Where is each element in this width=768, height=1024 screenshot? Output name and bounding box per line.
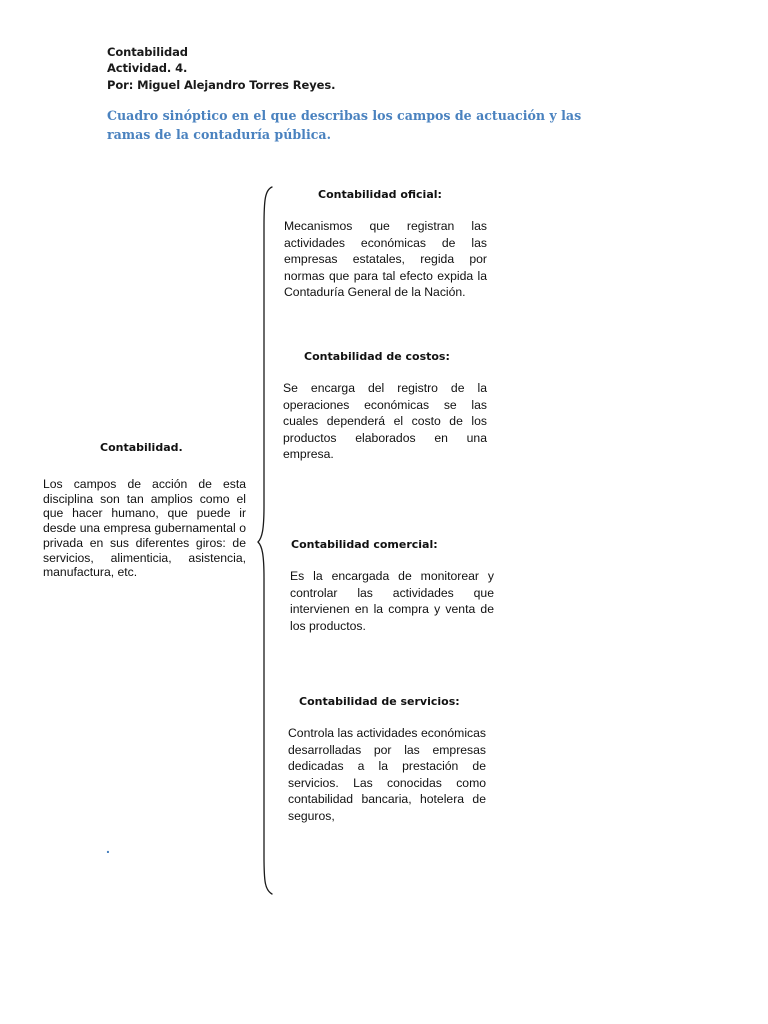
- branch-text-oficial: Mecanismos que registran las actividades económicas de las empresas estatales, regida por normas que para tal efecto expida la Contaduría General de la Nación.: [284, 219, 487, 299]
- branch-title-servicios: Contabilidad de servicios:: [299, 695, 460, 708]
- branch-title-oficial: Contabilidad oficial:: [318, 188, 442, 201]
- curly-brace: [256, 186, 280, 896]
- stray-dot: .: [106, 840, 110, 856]
- branch-title-costos: Contabilidad de costos:: [304, 350, 450, 363]
- root-concept-description: Los campos de acción de esta disciplina son tan amplios como el que hacer humano, que puede ir desde una empresa gubernamental o privada en sus diferentes giros: de servicios, alimenticia, asistencia, manufactura, etc.: [43, 477, 246, 580]
- root-concept-title: Contabilidad.: [100, 441, 183, 454]
- branch-text-servicios: Controla las actividades económicas desarrolladas por las empresas dedicadas a la prestación de servicios. Las conocidas como contabilidad bancaria, hotelera de seguros,: [288, 726, 486, 823]
- author-line: Por: Miguel Alejandro Torres Reyes.: [107, 78, 336, 92]
- course-name: Contabilidad: [107, 45, 188, 59]
- branch-text-costos: Se encarga del registro de la operaciones económicas se las cuales dependerá el costo de los productos elaborados en una empresa.: [283, 381, 487, 461]
- branch-title-comercial: Contabilidad comercial:: [291, 538, 438, 551]
- activity-number: Actividad. 4.: [107, 61, 188, 75]
- branch-text-comercial: Es la encargada de monitorear y controlar las actividades que intervienen en la compra y venta de los productos.: [290, 569, 494, 633]
- document-title: Cuadro sinóptico en el que describas los campos de actuación y las ramas de la contaduría pública.: [107, 108, 582, 142]
